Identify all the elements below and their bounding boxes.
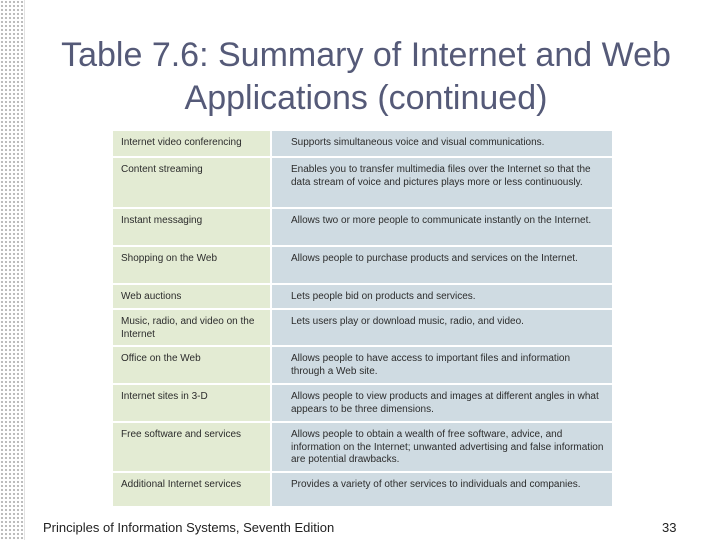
table-row	[113, 422, 612, 472]
application-cell: Instant messaging	[113, 208, 271, 246]
description-cell: Allows people to purchase products and services on the Internet.	[271, 246, 612, 284]
description-cell: Allows people to have access to important files and information through a Web site.	[271, 346, 612, 384]
table-row	[113, 346, 612, 384]
applications-table	[113, 131, 612, 508]
application-cell: Web auctions	[113, 284, 271, 309]
footer-text: Principles of Information Systems, Seventh Edition	[43, 520, 335, 535]
side-border-edge	[24, 0, 25, 540]
description-cell: Lets people bid on products and services.	[271, 284, 612, 309]
application-cell: Shopping on the Web	[113, 246, 271, 284]
slide-title-line-2: Applications (continued)	[184, 79, 548, 117]
application-cell: Additional Internet services	[113, 472, 271, 507]
table-row	[113, 309, 612, 346]
application-cell: Free software and services	[113, 422, 271, 472]
description-cell: Enables you to transfer multimedia files over the Internet so that the data stream of voice and pictures plays more or less continuously.	[271, 157, 612, 208]
application-cell: Office on the Web	[113, 346, 271, 384]
application-cell: Internet video conferencing	[113, 131, 271, 157]
description-cell: Allows people to obtain a wealth of free software, advice, and information on the Internet; unwanted advertising and false information are potential drawbacks.	[271, 422, 612, 472]
applications-table-grid	[113, 131, 612, 508]
table-row	[113, 131, 612, 157]
table-row	[113, 208, 612, 246]
description-cell: Allows two or more people to communicate instantly on the Internet.	[271, 208, 612, 246]
application-cell: Internet sites in 3-D	[113, 384, 271, 422]
table-row	[113, 472, 612, 507]
description-cell: Allows people to view products and images at different angles in what appears to be three dimensions.	[271, 384, 612, 422]
table-row	[113, 246, 612, 284]
slide-title-line-1: Table 7.6: Summary of Internet and Web	[61, 36, 671, 74]
page-number: 33	[662, 520, 677, 535]
slide-title	[30, 34, 702, 120]
table-row	[113, 284, 612, 309]
description-cell: Supports simultaneous voice and visual communications.	[271, 131, 612, 157]
description-cell: Provides a variety of other services to individuals and companies.	[271, 472, 612, 507]
table-row	[113, 157, 612, 208]
application-cell: Music, radio, and video on the Internet	[113, 309, 271, 346]
application-cell: Content streaming	[113, 157, 271, 208]
table-row	[113, 384, 612, 422]
dotted-side-border	[0, 0, 24, 540]
description-cell: Lets users play or download music, radio, and video.	[271, 309, 612, 346]
